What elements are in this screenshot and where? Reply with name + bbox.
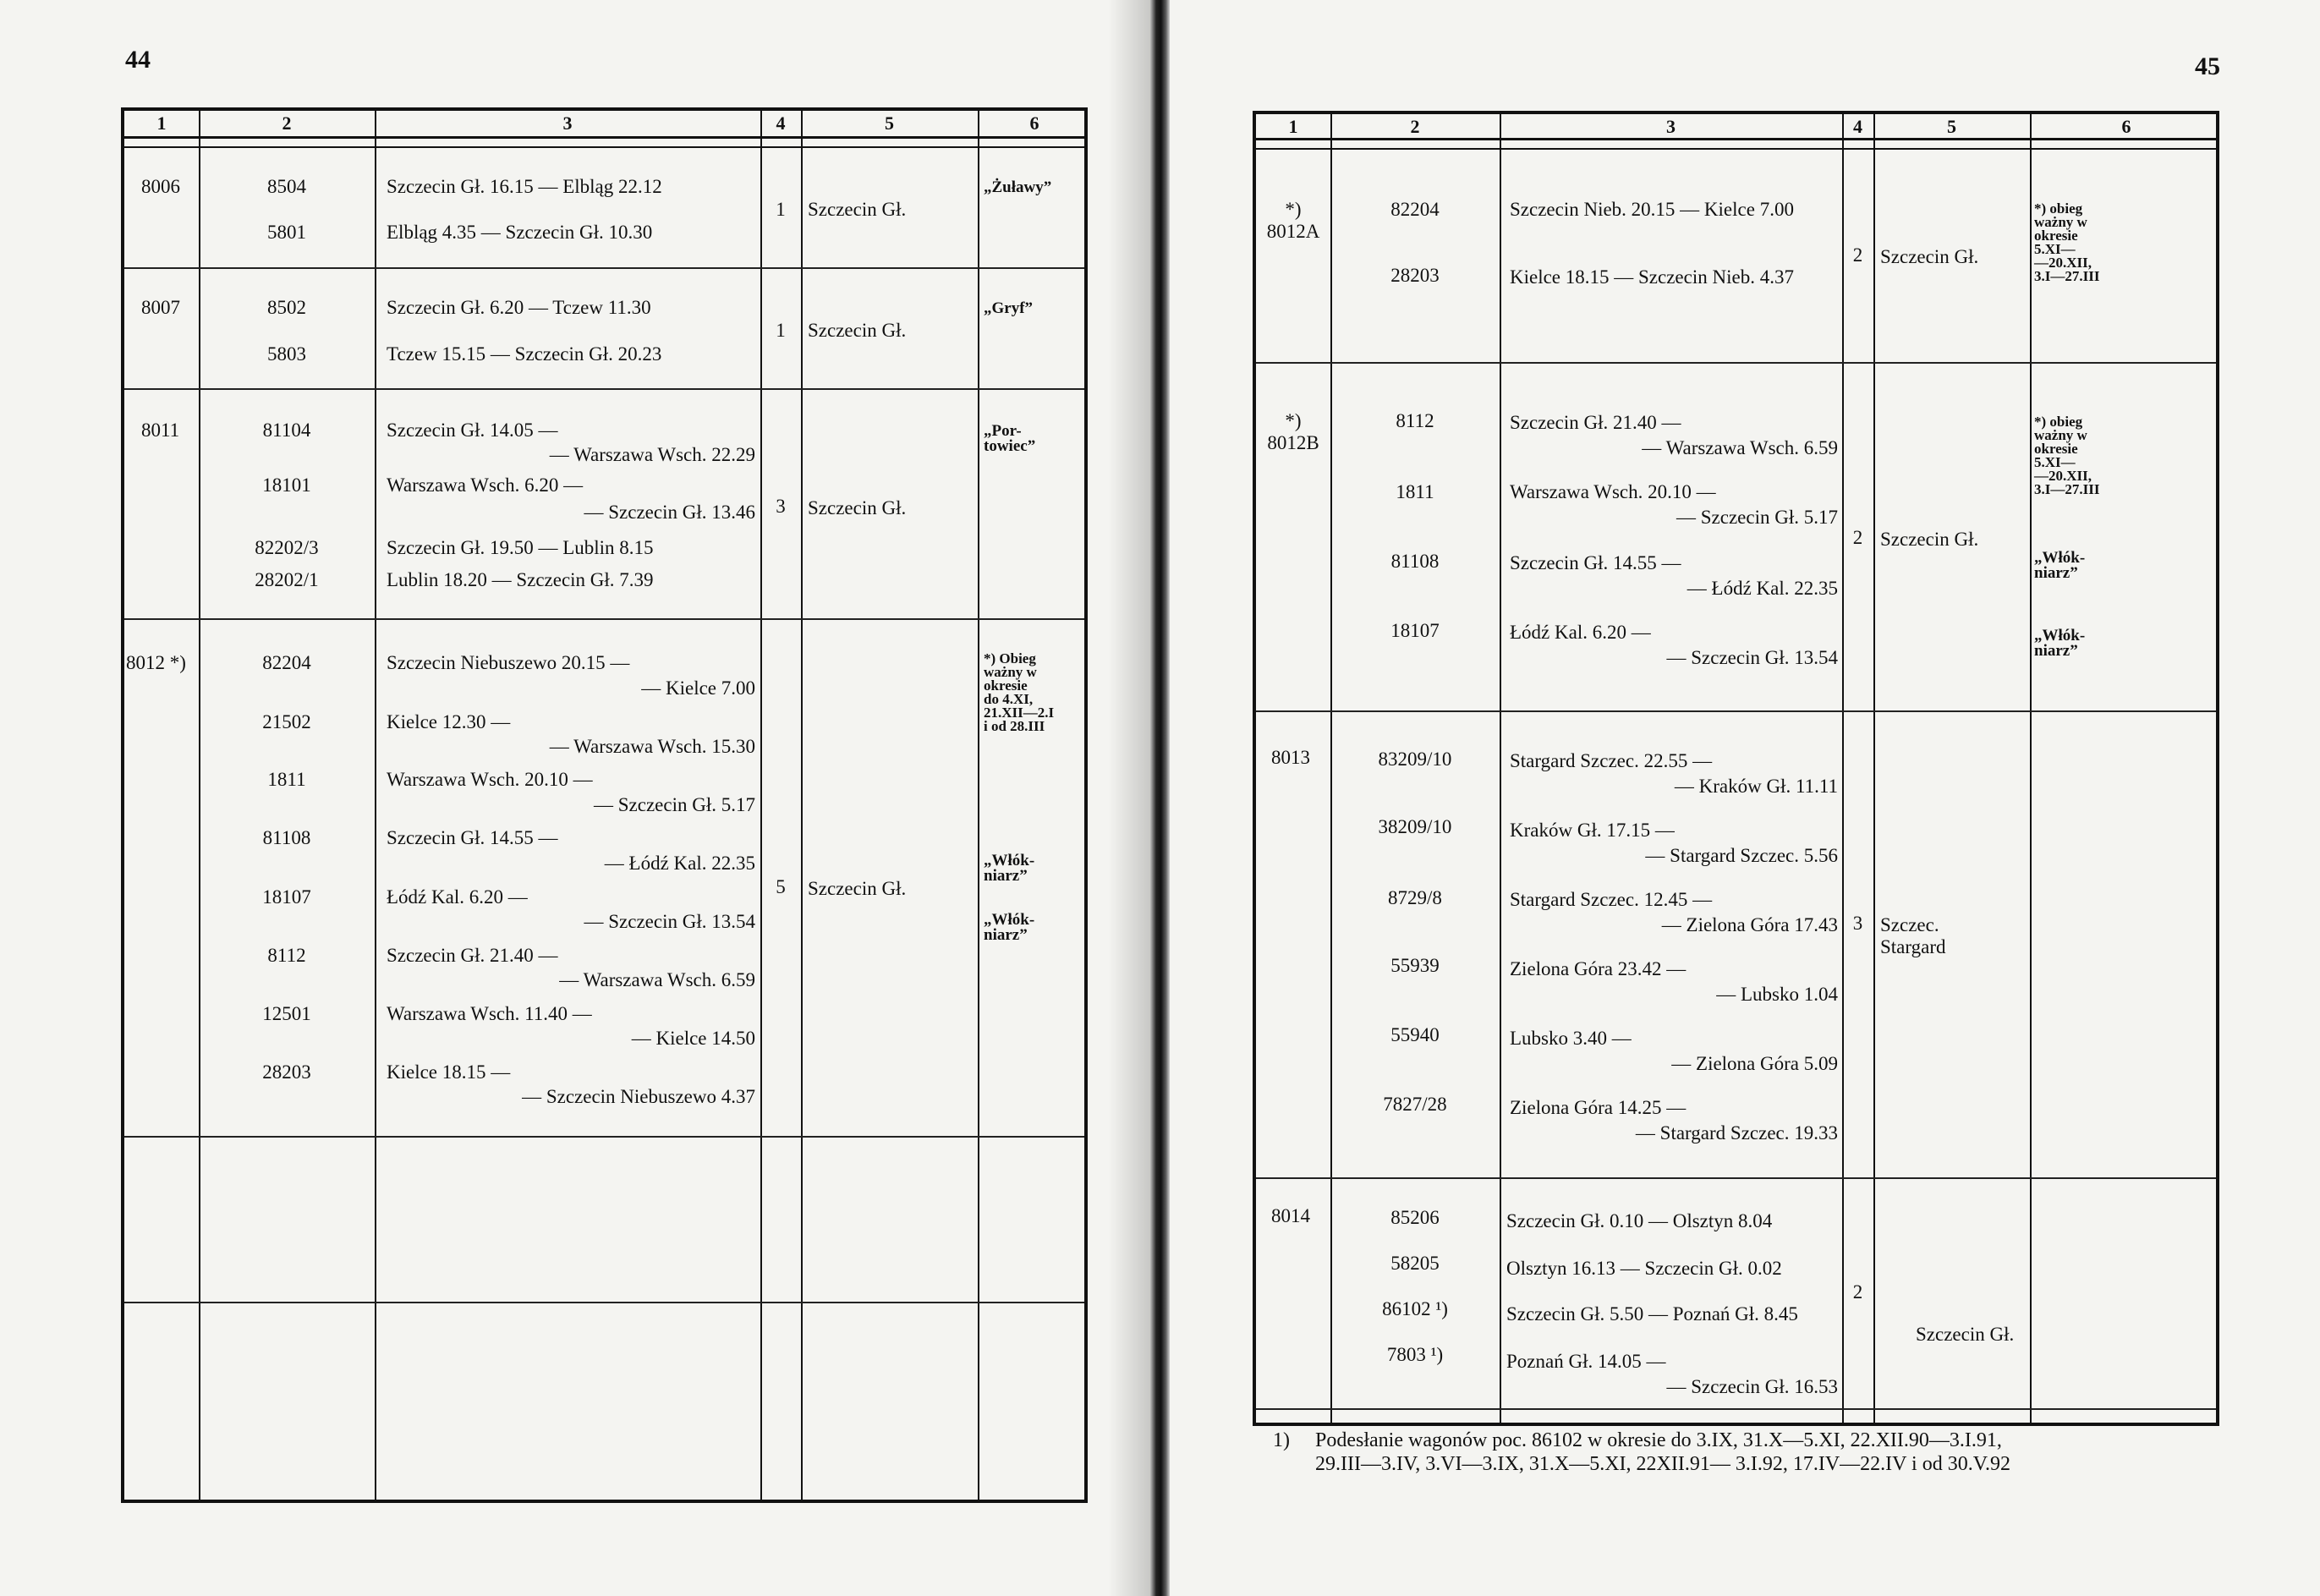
route-text: Olsztyn 16.13 — Szczecin Gł. 0.02 [1506,1258,1782,1279]
train-number: 58205 [1390,1253,1440,1274]
route-text: Warszawa Wsch. 6.20 — [387,474,584,496]
train-number: 55940 [1390,1024,1440,1045]
train-number: 86102 ¹) [1382,1298,1448,1319]
col4-value: 1 [776,199,786,220]
train-number: 83209/10 [1378,749,1452,770]
train-number: 21502 [262,711,311,732]
route-text: — Kraków Gł. 11.11 [1674,776,1838,797]
route-text: — Szczecin Gł. 5.17 [594,794,755,815]
route-text: Szczecin Niebuszewo 20.15 — [387,652,630,673]
route-text: — Warszawa Wsch. 15.30 [549,736,755,757]
header-col-4: 4 [1853,116,1862,137]
col4-value: 2 [1852,527,1863,548]
route-text: — Warszawa Wsch. 6.59 [1642,437,1838,458]
train-number: 8112 [267,945,306,966]
route-text: Kielce 12.30 — [387,711,511,732]
route-text: — Lubsko 1.04 [1716,984,1838,1005]
route-text: Tczew 15.15 — Szczecin Gł. 20.23 [387,343,662,365]
circulation-id: 8011 [141,420,180,441]
train-number: 85206 [1390,1207,1440,1228]
train-number: 8112 [1396,410,1434,431]
header-col-6: 6 [1029,112,1039,134]
train-number: 81108 [1390,551,1440,572]
note-text: *) obieg ważny w okresie 5.XI— —20.XII, 3.I—27.III [2034,414,2100,497]
train-number: 28203 [1390,265,1440,286]
train-number: 8729/8 [1388,887,1442,908]
header-col-6: 6 [2121,116,2131,137]
depot-name: Szczecin Gł. [1880,529,1979,550]
route-text: — Szczecin Gł. 13.46 [584,502,755,523]
train-number: 81108 [262,827,311,848]
route-text: Szczecin Gł. 16.15 — Elbląg 22.12 [387,176,662,197]
train-number: 8502 [267,297,306,318]
note-text: „Włók- niarz” [984,852,1035,885]
route-text: — Szczecin Niebuszewo 4.37 [522,1086,755,1107]
depot-name: Szczecin Gł. [808,199,907,220]
route-text: Szczecin Gł. 21.40 — [1510,412,1681,433]
col4-value: 3 [1852,913,1863,934]
circulation-id: 8013 [1271,747,1310,768]
footnote-line: Podesłanie wagonów poc. 86102 w okresie do 3.IX, 31.X—5.XI, 22.XII.90—3.I.91, [1315,1429,2002,1451]
header-col-1: 1 [156,112,167,134]
route-text: — Łódź Kal. 22.35 [604,853,755,874]
route-text: — Stargard Szczec. 5.56 [1645,845,1838,866]
train-number: 12501 [262,1003,311,1024]
header-col-3: 3 [1666,116,1676,137]
train-number: 8504 [267,176,306,197]
circulation-id: 8012 *) [126,652,186,673]
right-page [1170,0,2320,1596]
depot-name: Szczecin Gł. [1916,1324,2015,1345]
route-text: Stargard Szczec. 22.55 — [1510,750,1713,771]
route-text: Szczecin Gł. 14.05 — [387,420,558,441]
train-number: 1811 [267,769,306,790]
route-text: Kielce 18.15 — [387,1061,511,1083]
depot-name: Szczecin Gł. [1880,246,1979,267]
route-text: — Stargard Szczec. 19.33 [1635,1122,1838,1144]
train-number: 18107 [262,886,311,908]
route-text: Lubsko 3.40 — [1510,1028,1632,1049]
route-text: Łódź Kal. 6.20 — [387,886,528,908]
note-text: „Włók- niarz” [2034,549,2086,582]
route-text: — Zielona Góra 17.43 [1661,914,1838,935]
circulation-id: *) 8012B [1267,410,1319,453]
page-number-right: 45 [2195,52,2220,80]
train-number: 1811 [1396,481,1434,502]
header-col-5: 5 [885,112,894,134]
route-text: — Szczecin Gł. 13.54 [1666,647,1838,668]
header-col-1: 1 [1288,116,1298,137]
route-text: Szczecin Gł. 14.55 — [387,827,558,848]
route-text: Warszawa Wsch. 20.10 — [1510,481,1716,502]
train-number: 28203 [262,1061,311,1083]
note-text: *) obieg ważny w okresie 5.XI— —20.XII, 3.I—27.III [2034,200,2100,284]
route-text: Kielce 18.15 — Szczecin Nieb. 4.37 [1510,266,1794,288]
header-col-2: 2 [282,112,292,134]
route-text: Lublin 18.20 — Szczecin Gł. 7.39 [387,569,654,590]
depot-name: Szczecin Gł. [808,878,907,899]
route-text: Szczecin Gł. 14.55 — [1510,552,1681,573]
header-col-2: 2 [1410,116,1420,137]
book-gutter [1150,0,1170,1596]
note-text: „Gryf” [984,299,1034,317]
circulation-id: *) 8012A [1266,199,1320,242]
train-number: 82202/3 [255,537,319,558]
train-number: 55939 [1390,955,1440,976]
route-text: Szczecin Gł. 19.50 — Lublin 8.15 [387,537,654,558]
col4-value: 5 [776,876,786,897]
train-number: 38209/10 [1378,816,1452,837]
circulation-id: 8007 [141,297,180,318]
note-text: „Włók- niarz” [984,911,1035,944]
note-text: „Włók- niarz” [2034,627,2086,660]
train-number: 81104 [262,420,311,441]
header-col-3: 3 [562,112,573,134]
col4-value: 2 [1852,1281,1863,1303]
circulation-id: 8006 [141,176,180,197]
route-text: Łódź Kal. 6.20 — [1510,622,1651,643]
circulation-id: 8014 [1271,1205,1310,1226]
route-text: Szczecin Gł. 5.50 — Poznań Gł. 8.45 [1506,1303,1798,1325]
route-text: Warszawa Wsch. 11.40 — [387,1003,592,1024]
col4-value: 1 [776,320,786,341]
route-text: Poznań Gł. 14.05 — [1506,1351,1666,1372]
route-text: — Szczecin Gł. 13.54 [584,911,755,932]
depot-name: Szczec. Stargard [1880,914,1946,957]
header-col-5: 5 [1947,116,1956,137]
footnote-line: 29.III—3.IV, 3.VI—3.IX, 31.X—5.XI, 22XII.91— 3.I.92, 17.IV—22.IV i od 30.V.92 [1315,1453,2010,1475]
route-text: — Szczecin Gł. 5.17 [1676,507,1838,528]
train-number: 82204 [262,652,311,673]
route-text: — Warszawa Wsch. 6.59 [559,969,755,990]
route-text: Stargard Szczec. 12.45 — [1510,889,1713,910]
train-number: 82204 [1390,199,1440,220]
col4-value: 3 [776,496,786,517]
route-text: Szczecin Gł. 6.20 — Tczew 11.30 [387,297,651,318]
train-number: 28202/1 [255,569,319,590]
train-number: 5803 [267,343,306,365]
note-text: „Żuławy” [984,178,1052,196]
timetable-right [1253,111,2219,1475]
timetable-left [121,107,1088,1503]
route-text: Kraków Gł. 17.15 — [1510,820,1675,841]
depot-name: Szczecin Gł. [808,320,907,341]
gutter-shadow [1108,0,1150,1596]
train-number: 7827/28 [1383,1094,1447,1115]
route-text: — Kielce 7.00 [641,677,755,699]
route-text: — Zielona Góra 5.09 [1671,1053,1838,1074]
route-text: — Szczecin Gł. 16.53 [1666,1376,1838,1397]
train-number: 18101 [262,474,311,496]
note-text: „Por- towiec” [984,422,1036,455]
route-text: — Kielce 14.50 [631,1028,755,1049]
train-number: 5801 [267,222,306,243]
header-col-4: 4 [776,112,786,134]
col4-value: 2 [1852,244,1863,266]
route-text: Zielona Góra 14.25 — [1510,1097,1687,1118]
footnote-marker: 1) [1273,1429,1290,1451]
depot-name: Szczecin Gł. [808,497,907,518]
page-number-left: 44 [125,46,151,74]
train-number: 7803 ¹) [1386,1344,1444,1365]
train-number: 18107 [1390,620,1440,641]
route-text: Szczecin Gł. 21.40 — [387,945,558,966]
route-text: Zielona Góra 23.42 — [1510,958,1687,979]
route-text: Szczecin Nieb. 20.15 — Kielce 7.00 [1510,199,1794,220]
route-text: Elbląg 4.35 — Szczecin Gł. 10.30 [387,222,653,243]
route-text: — Warszawa Wsch. 22.29 [549,444,755,465]
route-text: Warszawa Wsch. 20.10 — [387,769,593,790]
left-page [0,0,1150,1596]
note-text: *) Obieg ważny w okresie do 4.XI, 21.XII—2.I i od 28.III [984,650,1055,734]
route-text: — Łódź Kal. 22.35 [1687,578,1838,599]
route-text: Szczecin Gł. 0.10 — Olsztyn 8.04 [1506,1210,1773,1231]
